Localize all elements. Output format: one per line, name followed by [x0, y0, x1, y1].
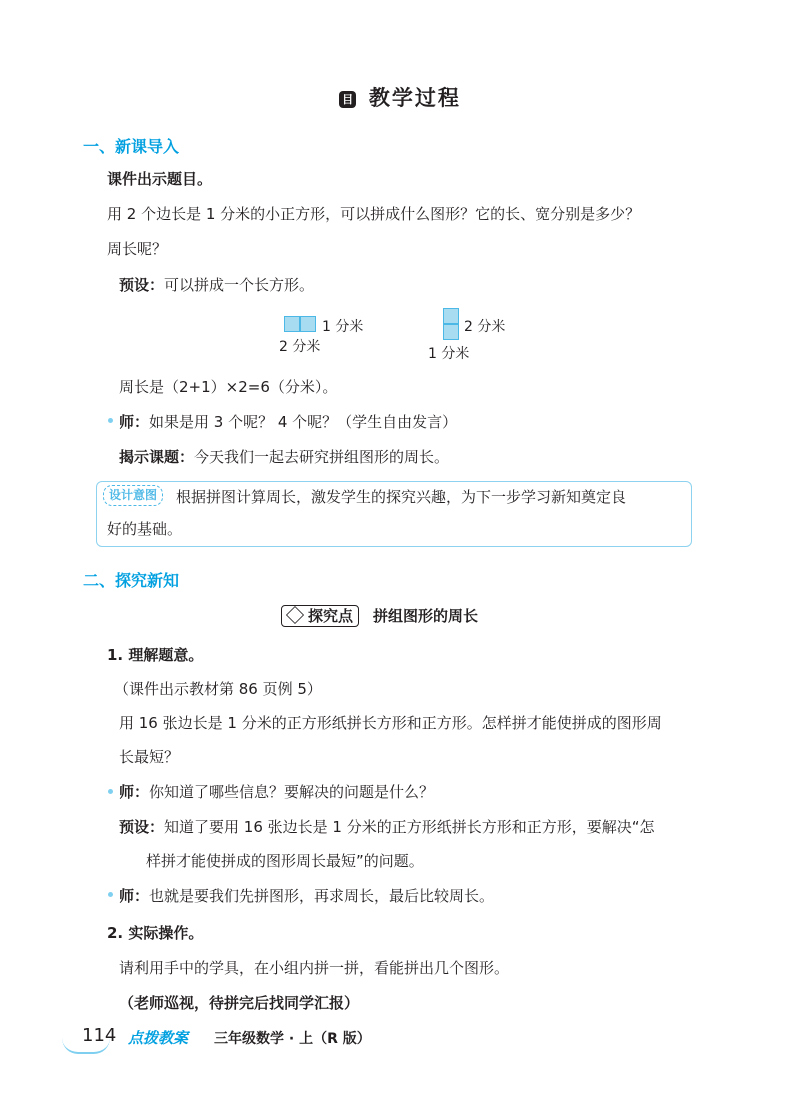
teacher1-text: 你知道了哪些信息？要解决的问题是什么？ [149, 783, 435, 801]
preset-text: 可以拼成一个长方形。 [164, 276, 315, 294]
step1-line-1: 用 16 张边长是 1 分米的正方形纸拼长方形和正方形。怎样拼才能使拼成的图形周 [119, 714, 662, 732]
teacher-label: 师： [119, 413, 150, 431]
design-intent-line-2: 好的基础。 [107, 520, 183, 538]
brand-logo: 点拨教案 [128, 1029, 189, 1047]
step2-title: 2. 实际操作。 [107, 924, 204, 942]
step2-note: （老师巡视，待拼完后找同学汇报） [119, 994, 360, 1012]
page-title [0, 82, 800, 112]
teacher1-label: 师： [119, 783, 150, 801]
section-heading-intro: 一、新课导入 [83, 137, 180, 156]
preset2-label: 预设： [119, 818, 165, 836]
figure1-bottom-label: 2 分米 [279, 339, 321, 355]
step1-line-2: 长最短？ [119, 748, 180, 766]
question-line-1: 用 2 个边长是 1 分米的小正方形，可以拼成什么图形？它的长、宽分别是多少？ [107, 205, 641, 223]
figure2-bottom-label: 1 分米 [428, 346, 470, 362]
teacher2-label: 师： [119, 887, 150, 905]
bullet-dot-icon [108, 789, 113, 794]
design-intent-tag: 设计意图 [103, 485, 163, 506]
perimeter-text: 周长是（2+1）×2=6（分米）。 [119, 378, 338, 396]
design-intent-line-1: 根据拼图计算周长，激发学生的探究兴趣，为下一步学习新知奠定良 [176, 488, 627, 506]
reveal-label: 揭示课题： [119, 448, 195, 466]
teacher-text: 如果是用 3 个呢？ 4 个呢？（学生自由发言） [149, 413, 458, 431]
bullet-dot-icon [108, 418, 113, 423]
square-tile [284, 316, 300, 332]
explore-tag-label: 探究点 [308, 607, 354, 625]
intro-text: 课件出示题目。 [107, 170, 213, 188]
step1-title: 1. 理解题意。 [107, 646, 204, 664]
teacher2-text: 也就是要我们先拼图形，再求周长，最后比较周长。 [149, 887, 495, 905]
preset2-line-1: 知道了要用 16 张边长是 1 分米的正方形纸拼长方形和正方形，要解决“怎 [164, 818, 655, 836]
explore-point-header [281, 605, 478, 627]
square-tile [443, 308, 459, 324]
section-heading-explore: 二、探究新知 [83, 571, 180, 590]
book-title: 三年级数学 · 上（R 版） [214, 1031, 371, 1047]
preset-label: 预设： [119, 276, 165, 294]
figure1-side-label: 1 分米 [322, 319, 364, 335]
page-title-text: 教学过程 [368, 86, 461, 110]
step1-source: （课件出示教材第 86 页例 5） [114, 680, 322, 698]
book-icon: 目 [339, 91, 356, 108]
step2-text: 请利用手中的学具，在小组内拼一拼，看能拼出几个图形。 [119, 959, 510, 977]
bullet-dot-icon [108, 892, 113, 897]
cube-icon [286, 606, 304, 624]
preset2-line-2: 样拼才能使拼成的图形周长最短”的问题。 [146, 852, 424, 870]
square-tile [300, 316, 316, 332]
figure2-side-label: 2 分米 [464, 319, 506, 335]
explore-title: 拼组图形的周长 [373, 607, 479, 625]
explore-tag [281, 605, 359, 627]
reveal-text: 今天我们一起去研究拼组图形的周长。 [194, 448, 450, 466]
question-line-2: 周长呢？ [107, 240, 168, 258]
page-number: 114 [82, 1025, 117, 1046]
square-tile [443, 324, 459, 340]
